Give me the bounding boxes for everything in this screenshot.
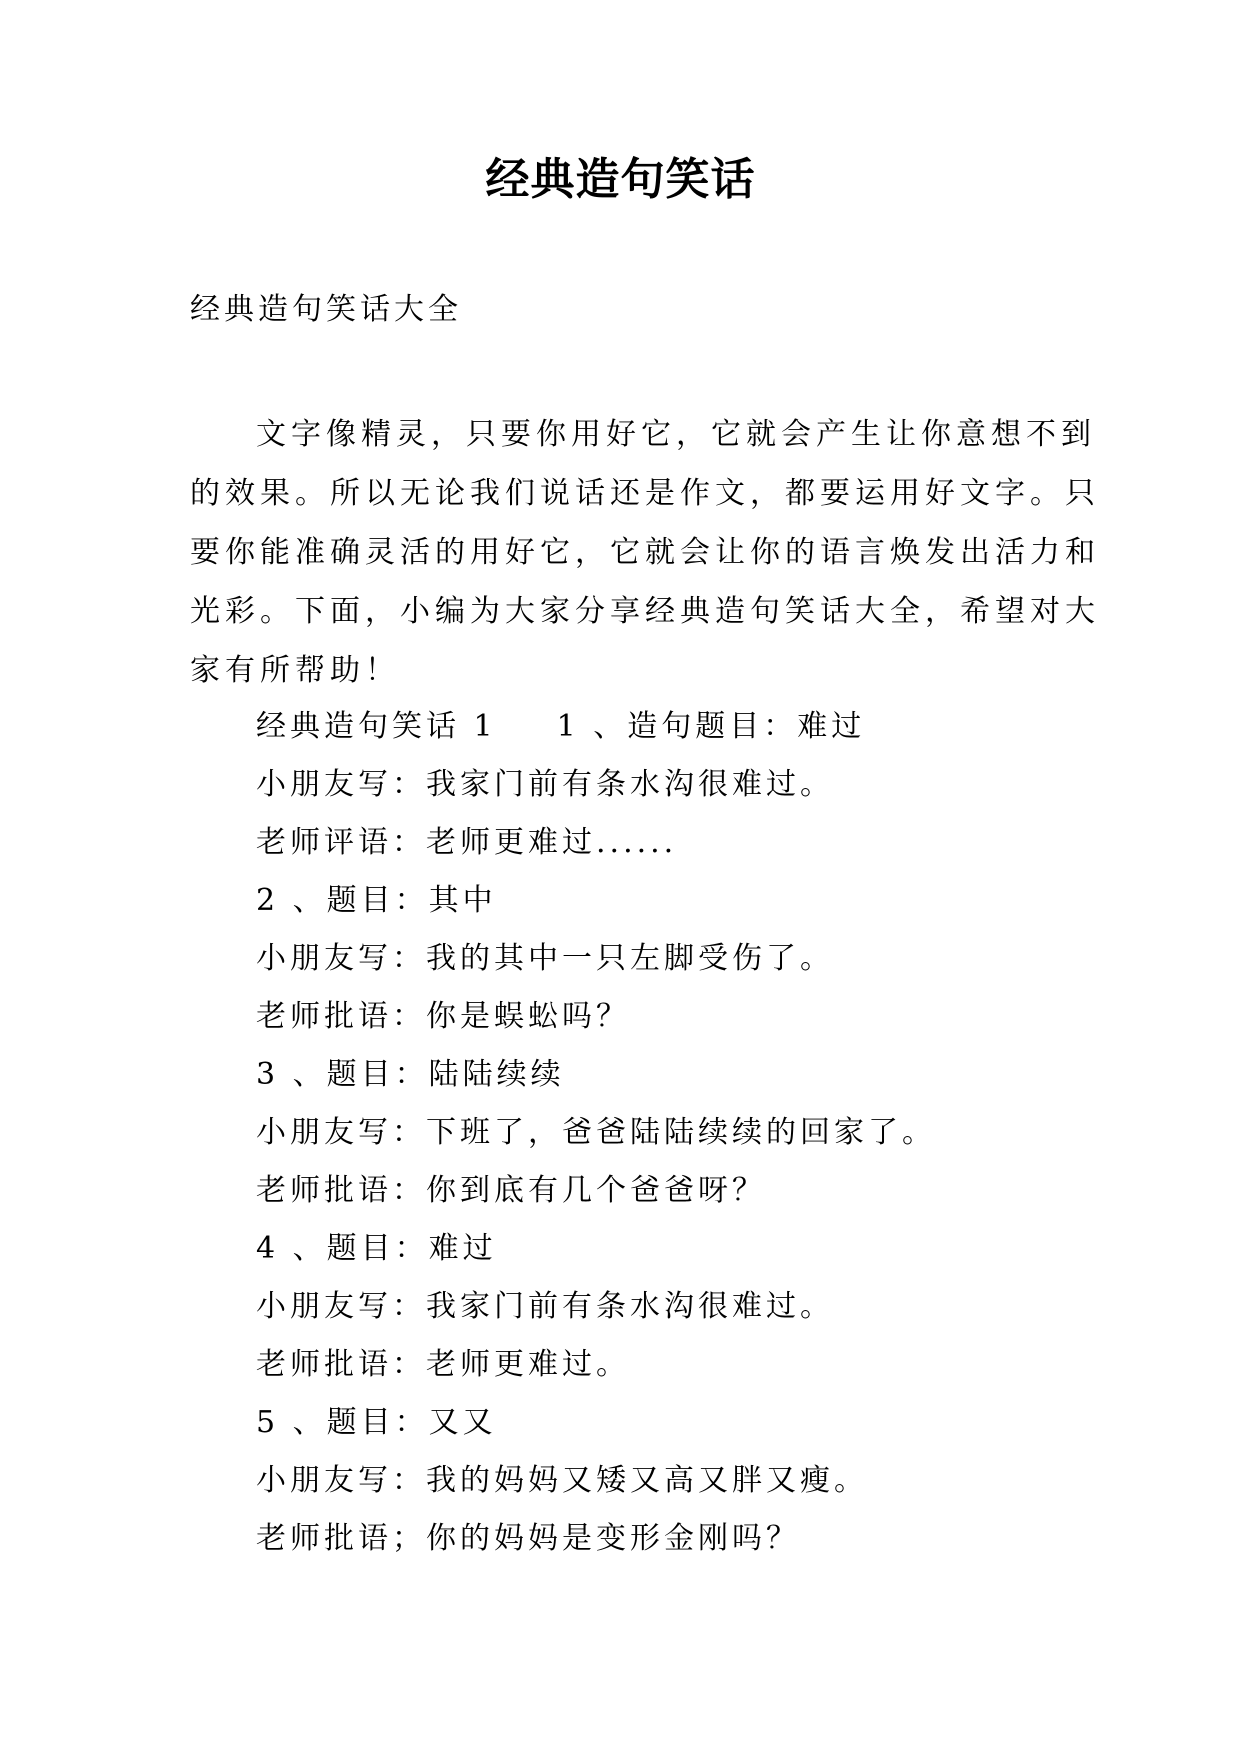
document-title: 经典造句笑话 — [485, 154, 756, 205]
intro-line: 光彩。下面，小编为大家分享经典造句笑话大全，希望对大 — [190, 594, 1100, 629]
section-heading: 经典造句笑话 1 — [256, 709, 497, 744]
joke-topic: 2 、题目：其中 — [256, 883, 497, 918]
joke-line: 老师批语：你到底有几个爸爸呀？ — [256, 1173, 766, 1208]
joke-line: 小朋友写：我家门前有条水沟很难过。 — [256, 1289, 834, 1324]
joke-line: 老师批语；你的妈妈是变形金刚吗？ — [256, 1521, 800, 1556]
joke-list — [256, 698, 936, 1568]
joke-line: 老师批语：你是蜈蚣吗？ — [256, 999, 630, 1034]
joke-topic: 5 、题目：又又 — [256, 1405, 497, 1440]
intro-paragraph — [190, 405, 1100, 700]
intro-line: 的效果。所以无论我们说话还是作文，都要运用好文字。只 — [190, 476, 1100, 511]
joke-topic: 3 、题目：陆陆续续 — [256, 1057, 565, 1092]
joke-topic: 1 、造句题目：难过 — [556, 709, 866, 744]
intro-line: 家有所帮助！ — [190, 653, 400, 688]
joke-line: 小朋友写：下班了，爸爸陆陆续续的回家了。 — [256, 1115, 936, 1150]
document-subtitle: 经典造句笑话大全 — [190, 292, 462, 327]
joke-line: 老师批语：老师更难过。 — [256, 1347, 630, 1382]
intro-line: 要你能准确灵活的用好它，它就会让你的语言焕发出活力和 — [190, 535, 1100, 570]
joke-line: 老师评语：老师更难过...... — [256, 825, 678, 860]
intro-line: 文字像精灵，只要你用好它，它就会产生让你意想不到 — [256, 417, 1096, 452]
joke-topic: 4 、题目：难过 — [256, 1231, 497, 1266]
joke-line: 小朋友写：我的妈妈又矮又高又胖又瘦。 — [256, 1463, 868, 1498]
joke-line: 小朋友写：我的其中一只左脚受伤了。 — [256, 941, 834, 976]
section-heading-row — [256, 698, 936, 756]
joke-line: 小朋友写：我家门前有条水沟很难过。 — [256, 767, 834, 802]
